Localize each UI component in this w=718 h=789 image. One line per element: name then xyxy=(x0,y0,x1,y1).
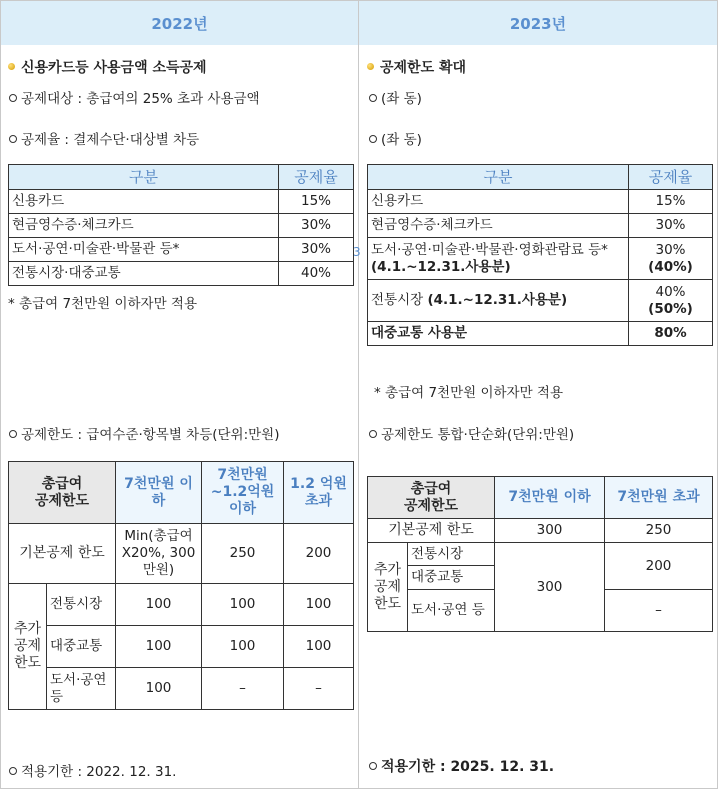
table-cell: – xyxy=(284,668,354,710)
corner-header: 총급여 공제한도 xyxy=(368,477,495,519)
table-cell: Min(총급여X20%, 300만원) xyxy=(116,524,202,584)
table-cell: 15% xyxy=(629,190,713,214)
table-cell: 30% xyxy=(629,214,713,238)
col-header: 공제율 xyxy=(629,165,713,190)
table-cell: 30% xyxy=(279,214,354,238)
right-target: (좌 동) xyxy=(369,87,422,107)
table-cell: 현금영수증·체크카드 xyxy=(9,214,279,238)
col-header: 7천만원 초과 xyxy=(605,477,713,519)
table-cell: 200 xyxy=(284,524,354,584)
table-cell: 100 xyxy=(116,668,202,710)
right-expiry: 적용기한 : 2025. 12. 31. xyxy=(369,756,554,776)
left-limit: 공제한도 : 급여수준·항목별 차등(단위:만원) xyxy=(9,423,280,443)
col-header: 공제율 xyxy=(279,165,354,190)
bullet-icon xyxy=(367,63,374,70)
table-cell: 250 xyxy=(202,524,284,584)
circle-bullet-icon xyxy=(369,430,377,438)
row-label: 전통시장 xyxy=(408,543,495,566)
table-cell: 80% xyxy=(629,322,713,346)
left-target: 공제대상 : 총급여의 25% 초과 사용금액 xyxy=(9,87,260,107)
table-cell: 40% (50%) xyxy=(629,280,713,322)
table-cell: 100 xyxy=(284,626,354,668)
table-cell: 도서·공연·미술관·박물관·영화관람료 등* (4.1.~12.31.사용분) xyxy=(368,238,629,280)
table-cell: 100 xyxy=(116,626,202,668)
table-cell: 15% xyxy=(279,190,354,214)
header-2023: 2023년 xyxy=(359,1,717,45)
table-cell: 300 xyxy=(495,543,605,632)
left-expiry: 적용기한 : 2022. 12. 31. xyxy=(9,760,176,780)
table-cell: – xyxy=(202,668,284,710)
header-2022: 2022년 xyxy=(1,1,358,45)
table-cell: 대중교통 사용분 xyxy=(368,322,629,346)
table-cell: 도서·공연·미술관·박물관 등* xyxy=(9,238,279,262)
col-header: 7천만원 이하 xyxy=(116,462,202,524)
extra-label: 추가 공제 한도 xyxy=(368,543,408,632)
table-cell: 30% xyxy=(279,238,354,262)
table-cell: 40% xyxy=(279,262,354,286)
bullet-icon xyxy=(8,63,15,70)
corner-header: 총급여 공제한도 xyxy=(9,462,116,524)
row-label: 전통시장 xyxy=(47,584,116,626)
circle-bullet-icon xyxy=(9,430,17,438)
table-cell: 신용카드 xyxy=(368,190,629,214)
basic-label: 기본공제 한도 xyxy=(9,524,116,584)
right-section-title: 공제한도 확대 xyxy=(367,57,466,77)
left-rate: 공제율 : 결제수단·대상별 차등 xyxy=(9,128,199,148)
row-label: 도서·공연 등 xyxy=(408,590,495,632)
table-cell: 100 xyxy=(116,584,202,626)
row-label: 대중교통 xyxy=(408,566,495,590)
left-section-title: 신용카드등 사용금액 소득공제 xyxy=(8,57,207,77)
table-cell: 100 xyxy=(202,584,284,626)
table-cell: 250 xyxy=(605,519,713,543)
table-cell: 100 xyxy=(202,626,284,668)
table-cell: 100 xyxy=(284,584,354,626)
column-divider xyxy=(358,1,359,788)
table-cell: 전통시장 (4.1.~12.31.사용분) xyxy=(368,280,629,322)
circle-bullet-icon xyxy=(369,135,377,143)
stray-mark: 3 xyxy=(353,245,361,259)
col-header: 1.2 억원 초과 xyxy=(284,462,354,524)
table-cell: 30% (40%) xyxy=(629,238,713,280)
left-rate-table xyxy=(8,164,354,286)
table-cell: 200 xyxy=(605,543,713,590)
col-header: 구분 xyxy=(9,165,279,190)
circle-bullet-icon xyxy=(369,94,377,102)
table-cell: 전통시장·대중교통 xyxy=(9,262,279,286)
table-cell: – xyxy=(605,590,713,632)
right-rate: (좌 동) xyxy=(369,128,422,148)
left-footnote: * 총급여 7천만원 이하자만 적용 xyxy=(8,296,197,312)
right-limit: 공제한도 통합·단순화(단위:만원) xyxy=(369,423,574,443)
extra-label: 추가 공제 한도 xyxy=(9,584,47,710)
row-label: 대중교통 xyxy=(47,626,116,668)
row-label: 도서·공연 등 xyxy=(47,668,116,710)
circle-bullet-icon xyxy=(9,767,17,775)
left-limit-table xyxy=(8,461,354,710)
col-header: 7천만원 ~1.2억원 이하 xyxy=(202,462,284,524)
table-cell: 신용카드 xyxy=(9,190,279,214)
circle-bullet-icon xyxy=(9,94,17,102)
table-cell: 300 xyxy=(495,519,605,543)
basic-label: 기본공제 한도 xyxy=(368,519,495,543)
circle-bullet-icon xyxy=(369,762,377,770)
right-rate-table xyxy=(367,164,713,346)
col-header: 7천만원 이하 xyxy=(495,477,605,519)
table-cell: 현금영수증·체크카드 xyxy=(368,214,629,238)
right-limit-table xyxy=(367,476,713,632)
col-header: 구분 xyxy=(368,165,629,190)
circle-bullet-icon xyxy=(9,135,17,143)
right-footnote: * 총급여 7천만원 이하자만 적용 xyxy=(374,385,563,401)
